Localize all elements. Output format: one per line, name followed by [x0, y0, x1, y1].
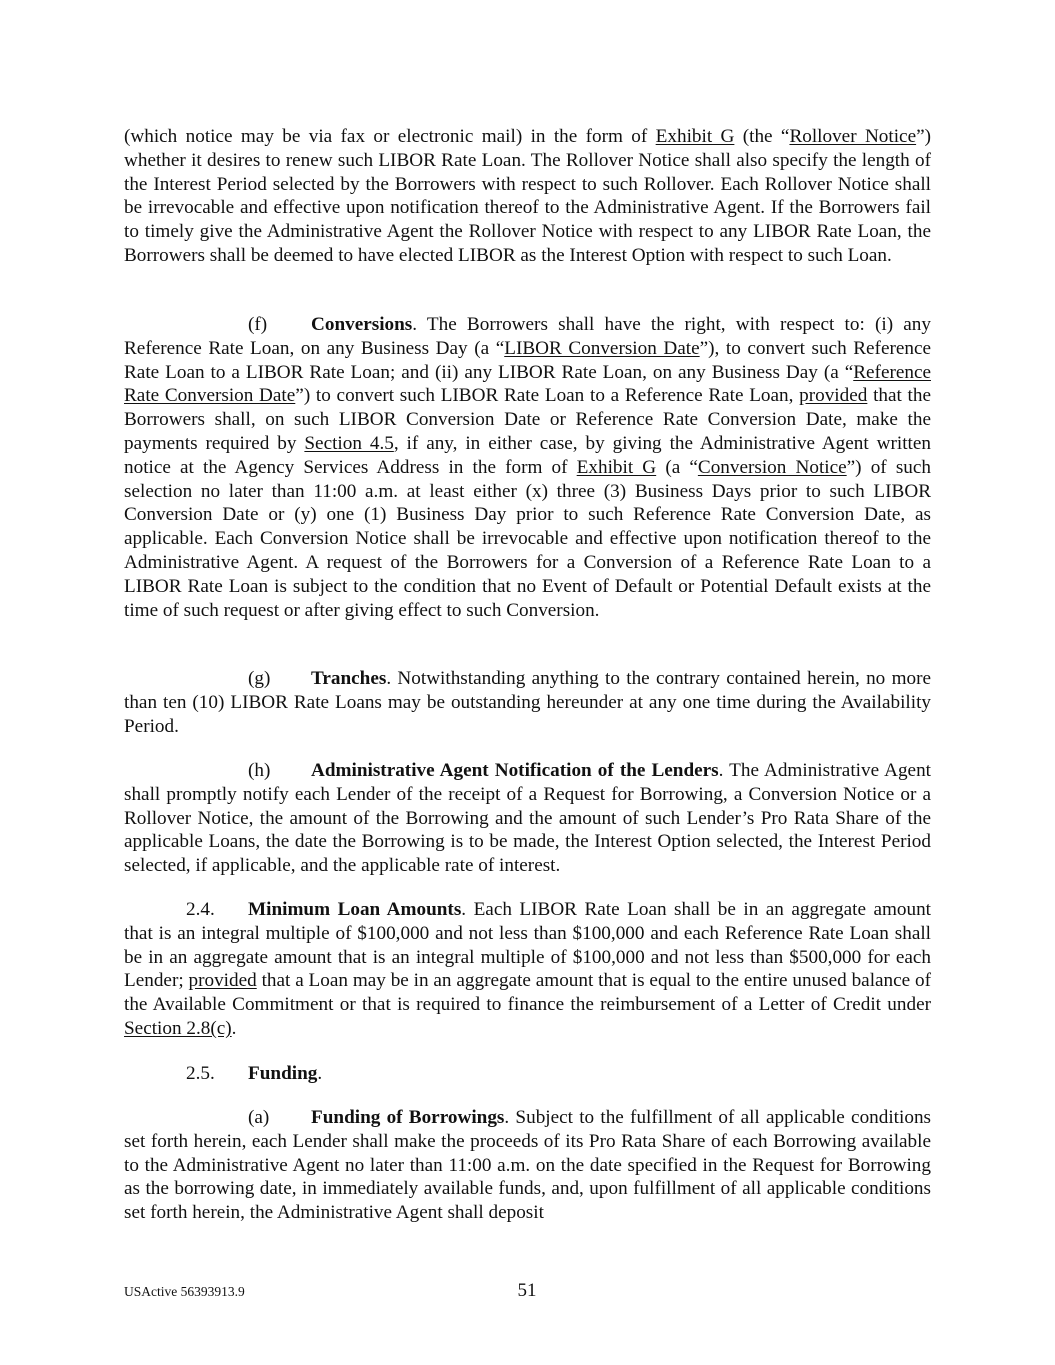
subsection-heading: Conversions: [311, 314, 413, 335]
text-run: , if any, in either case, by giving the Administrative Agent written notice at the Agency Services Address in the form of: [124, 432, 931, 478]
text-run: that a Loan may be in an aggregate amount that is equal to the entire unused balance of the Available Commitment or that is required to finance the reimbursement of a Letter of Credit under: [124, 970, 931, 1016]
paragraph-g-tranches: [124, 667, 931, 738]
text-run: (the “: [734, 126, 790, 147]
text-run: . The Borrowers shall have the right, with respect to: (i) any Reference Rate Loan, on any Business Day (a “: [124, 314, 931, 359]
text-run: . Subject to the fulfillment of all applicable conditions set forth herein, each Lender shall make the proceeds of its Pro Rata Share of each Borrowing available to the Administrative Agent no later than 11:00 a.m. on the date specified in the Request for Borrowing as the borrowing date, in immediately available funds, and, upon fulfillment of all applicable conditions set forth herein, the Administrative Agent shall deposit: [124, 1107, 932, 1224]
section-heading: Funding: [248, 1063, 318, 1084]
defined-term-libor-conversion-date: LIBOR Conversion Date: [504, 337, 700, 359]
paragraph-rollover-continued: [124, 125, 931, 268]
section-heading: Minimum Loan Amounts: [248, 899, 462, 920]
text-run: . Notwithstanding anything to the contrary contained herein, no more than ten (10) LIBOR Rate Loans may be outstanding hereunder at any one time during the Availability Period.: [124, 668, 931, 737]
text-run: ”) to convert such LIBOR Rate Loan to a Reference Rate Loan,: [295, 385, 800, 407]
section-2-8c-reference: Section 2.8(c): [124, 1017, 232, 1039]
text-run: that the Borrowers shall, on such LIBOR Conversion Date or Reference Rate Conversion Date, make the payments required by: [124, 385, 932, 454]
text-run: . The Administrative Agent shall promptly notify each Lender of the receipt of a Request for Borrowing, a Conversion Notice or a Rollover Notice, the amount of the Borrowing and the amount of such Lender’s Pro Rata Share of the applicable Loans, the date the Borrowing is to be made, the Interest Option selected, the Interest Period selected, if applicable, and the applicable rate of interest.: [124, 760, 931, 877]
paragraph-f-conversions: [124, 313, 931, 622]
defined-term-conversion-notice: Conversion Notice: [697, 456, 847, 478]
provided-term: provided: [799, 385, 868, 407]
section-label: 2.5.: [186, 1063, 215, 1084]
text-run: (which notice may be via fax or electronic mail) in the form of: [124, 126, 656, 147]
subsection-heading: Funding of Borrowings: [311, 1107, 505, 1128]
text-run: (a “: [656, 456, 698, 478]
section-2-5-funding: [124, 1062, 931, 1086]
paragraph-a-funding-of-borrowings: [124, 1106, 931, 1225]
paragraph-h-agent-notification: [124, 759, 931, 878]
text-run: ”) of such selection no later than 11:00 a.m. at least either (x) three (3) Business Days prior to such LIBOR Conversion Date or (y) one (1) Business Day prior to such Reference Rate Conversion Date, as applicable. Each Conversion Notice shall be irrevocable and effective upon notification thereof to the Administrative Agent. A request of the Borrowers for a Conversion of a Reference Rate Loan to a LIBOR Rate Loan is subject to the condition that no Event of Default or Potential Default exists at the time of such request or after giving effect to such Conversion.: [124, 456, 931, 621]
exhibit-g-reference: Exhibit G: [655, 126, 735, 147]
text-run: .: [317, 1063, 323, 1084]
text-run: .: [231, 1017, 237, 1039]
footer-page-number: 51: [517, 1280, 537, 1301]
text-run: ”), to convert such Reference Rate Loan to a LIBOR Rate Loan; and (ii) any LIBOR Rate Loan, on any Business Day (a “: [124, 337, 931, 383]
provided-term: provided: [188, 970, 257, 992]
footer-document-id: USActive 56393913.9: [124, 1284, 245, 1299]
subsection-label: (a): [248, 1107, 270, 1128]
defined-term-rollover-notice: Rollover Notice: [789, 126, 917, 147]
subsection-label: (g): [248, 668, 271, 689]
defined-term-reference-rate-conversion-date: Reference Rate Conversion Date: [124, 361, 931, 407]
text-run: ”) whether it desires to renew such LIBOR Rate Loan. The Rollover Notice shall also specify the length of the Interest Period selected by the Borrowers with respect to such Rollover. Each Rollover Notice shall be irrevocable and effective upon notification thereof to the Administrative Agent. If the Borrowers fail to timely give the Administrative Agent the Rollover Notice with respect to any LIBOR Rate Loan, the Borrowers shall be deemed to have elected LIBOR as the Interest Option with respect to such Loan.: [124, 126, 931, 266]
text-run: . Each LIBOR Rate Loan shall be in an aggregate amount that is an integral multiple of $100,000 and not less than $100,000 and each Reference Rate Loan shall be in an aggregate amount that is an integral multiple of $100,000 and not less than $500,000 for each Lender;: [124, 899, 932, 992]
section-4-5-reference: Section 4.5: [304, 432, 394, 454]
subsection-label: (f): [248, 314, 268, 335]
subsection-label: (h): [248, 760, 271, 781]
subsection-heading: Administrative Agent Notification of the Lenders: [311, 760, 719, 781]
section-label: 2.4.: [186, 899, 215, 920]
exhibit-g-reference: Exhibit G: [576, 456, 657, 478]
section-2-4-minimum-loan-amounts: [124, 898, 931, 1041]
subsection-heading: Tranches: [311, 668, 387, 689]
